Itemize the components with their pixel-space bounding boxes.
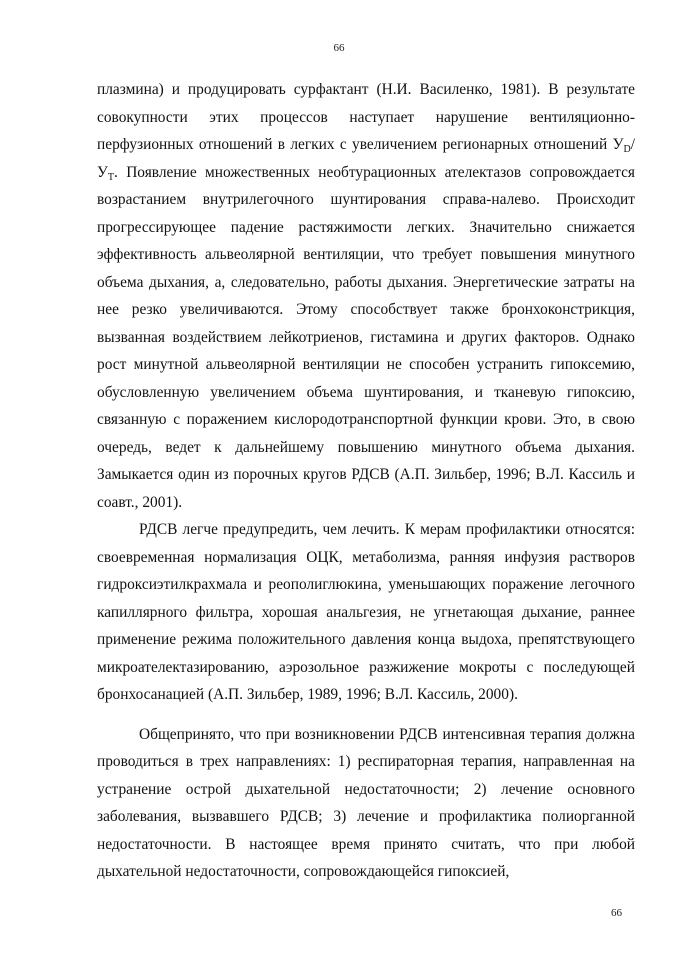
- formula-symbol-2: У: [97, 163, 108, 181]
- formula-subscript-1: D: [623, 144, 631, 155]
- formula-symbol-1: У: [612, 136, 624, 153]
- paragraph-3: Общепринято, что при возникновении РДСВ интенсивная терапия должна проводиться в трех направлениях: 1) респираторная терапия, направленная на устранение острой дыхательной недостаточности; 2) лечение основного заболевания, вызвавшего РДСВ; 3) лечение и профилактика полиорганной недостаточности. В настоящее время принято считать, что при любой дыхательной недостаточности, сопровождающейся гипоксией,: [97, 725, 635, 880]
- document-body: [97, 76, 635, 886]
- formula-slash: /: [630, 136, 635, 153]
- paragraph-1: [97, 76, 635, 516]
- page-number-bottom: 66: [611, 907, 622, 919]
- formula-subscript-2: T: [107, 171, 115, 183]
- page-number-top: 66: [333, 42, 345, 54]
- paragraph-1-text-b: Появление множественных необтурационных ателектазов сопровождается возрастанием внутрилегочного шунтирования справа-налево. Происходит прогрессирующее падение растяжимости легких. Значительно снижается эффективность альвеолярной вентиляции, что требует повышения минутного объема дыхания, а, следовательно, работы дыхания. Энергетические затраты на нее резко увеличиваются. Этому способствует также бронхоконстрикция, вызванная воздействием лейкотриенов, гистамина и других факторов. Однако рост минутной альвеолярной вентиляции не способен устранить гипоксемию, обусловленную увеличением объема шунтирования, и тканевую гипоксию, связанную с поражением кислородотранспортной функции крови. Это, в свою очередь, ведет к дальнейшему повышению минутного объема дыхания. Замыкается один из порочных кругов РДСВ (А.П. Зильбер, 1996; В.Л. Кассиль и соавт., 2001).: [97, 163, 635, 511]
- paragraph-1-text-a: плазмина) и продуцировать сурфактант (Н.И. Василенко, 1981). В результате совокупности этих процессов наступает нарушение вентиляционно-перфузионных отношений в легких с увеличением регионарных отношений: [97, 81, 635, 153]
- paragraph-2: РДСВ легче предупредить, чем лечить. К мерам профилактики относятся: своевременная нормализация ОЦК, метаболизма, ранняя инфузия растворов гидроксиэтилкрахмала и реополиглюкина, уменьшающих поражение легочного капиллярного фильтра, хорошая анальгезия, не угнетающая дыхание, раннее применение режима положительного давления конца выдоха, препятствующего микроателектазированию, аэрозольное разжижение мокроты с последующей бронхосанацией (А.П. Зильбер, 1989, 1996; В.Л. Кассиль, 2000).: [97, 521, 635, 703]
- formula-period: .: [114, 163, 118, 181]
